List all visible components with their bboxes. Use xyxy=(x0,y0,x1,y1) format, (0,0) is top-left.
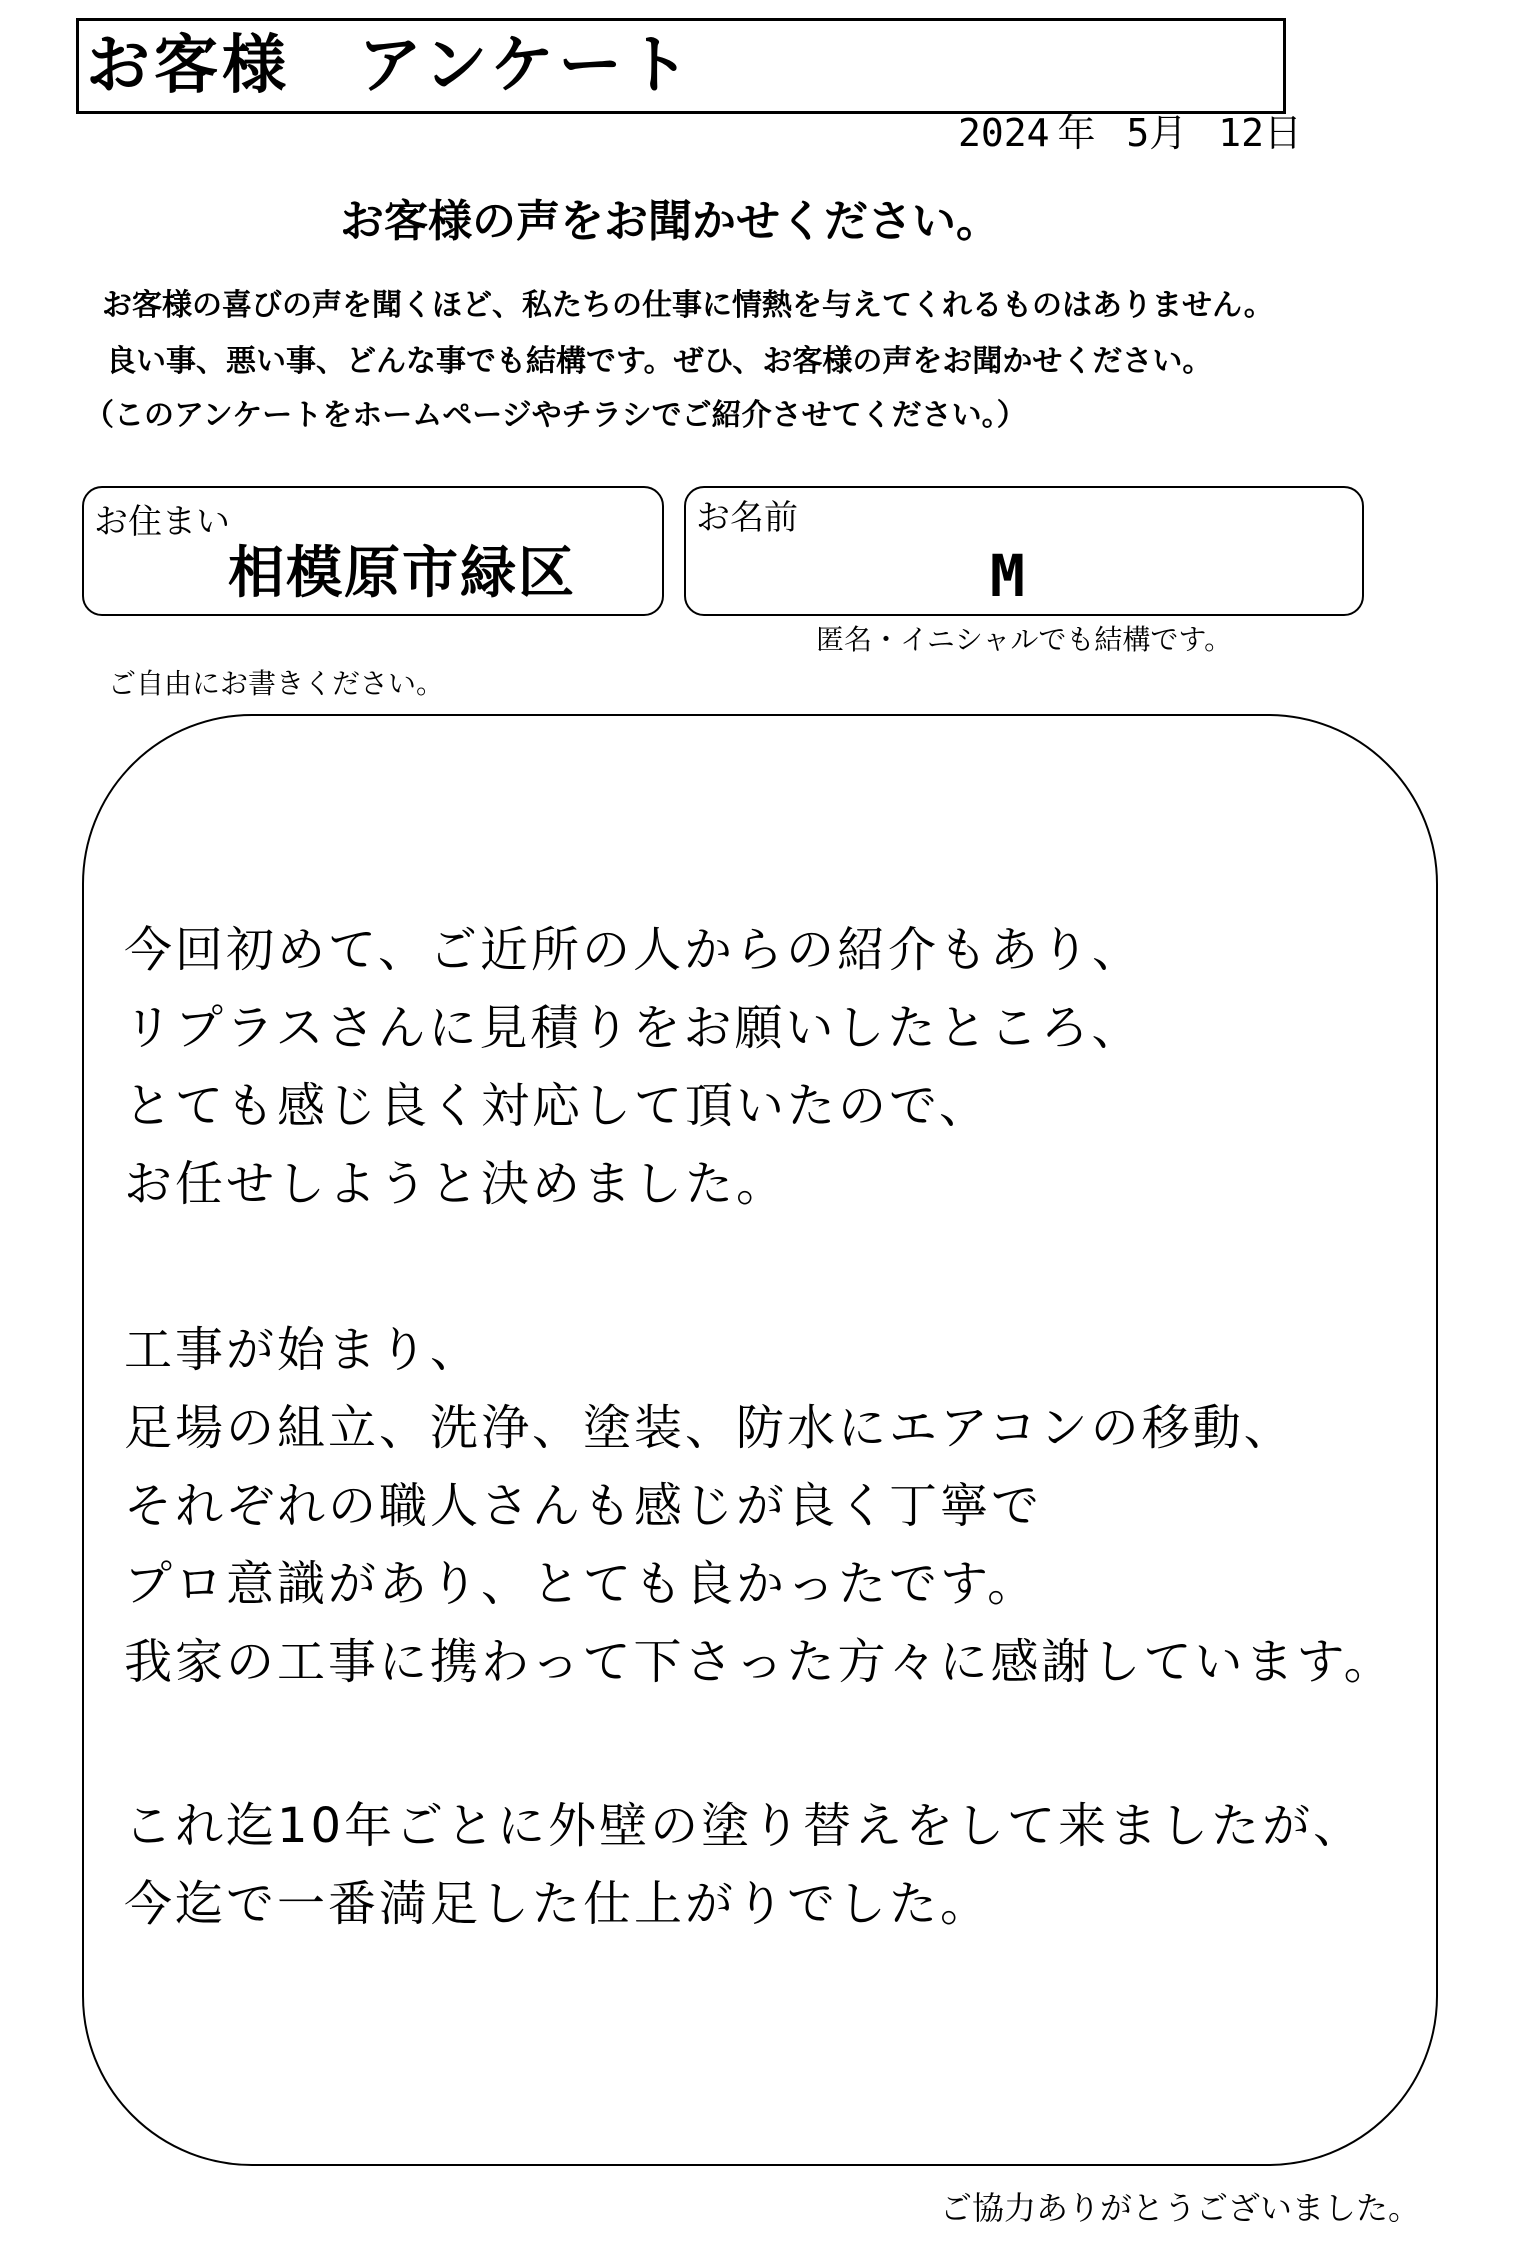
address-label: お住まい xyxy=(94,502,230,542)
comment-line: 我家の工事に携わって下さった方々に感謝しています。 xyxy=(124,1634,1395,1690)
comment-line: とても感じ良く対応して頂いたので、 xyxy=(124,1078,991,1134)
survey-heading: お客様の声をお聞かせください。 xyxy=(340,196,1000,247)
name-note: 匿名・イニシャルでも結構です。 xyxy=(816,623,1233,656)
comment-line: プロ意識があり、とても良かったです。 xyxy=(124,1556,1039,1612)
name-value: M xyxy=(990,542,1025,610)
page-title: お客様 アンケート xyxy=(86,29,695,103)
name-label: お名前 xyxy=(696,498,798,538)
comment-line: 今回初めて、ご近所の人からの紹介もあり、 xyxy=(124,922,1144,978)
comment-line: 工事が始まり、 xyxy=(124,1322,482,1378)
intro-line: お客様の喜びの声を聞くほど、私たちの仕事に情熱を与えてくれるものはありません。 xyxy=(102,288,1274,323)
thanks-message: ご協力ありがとうございました。 xyxy=(940,2189,1421,2227)
comment-line: お任せしようと決めました。 xyxy=(124,1156,788,1212)
date-year: 2024 xyxy=(958,111,1050,155)
date-day: 12日 xyxy=(1218,111,1302,155)
intro-line: 良い事、悪い事、どんな事でも結構です。ぜひ、お客様の声をお聞かせください。 xyxy=(106,344,1213,379)
date-year-unit: 年 xyxy=(1057,111,1096,155)
survey-date xyxy=(958,108,1302,158)
free-comment-label: ご自由にお書きください。 xyxy=(108,667,445,700)
date-month: 5月 xyxy=(1126,111,1188,155)
comment-line: 今迄で一番満足した仕上がりでした。 xyxy=(124,1876,992,1932)
intro-line: （このアンケートをホームページやチラシでご紹介させてください。） xyxy=(84,398,1027,433)
address-value: 相模原市緑区 xyxy=(228,541,576,606)
comment-line: リプラスさんに見積りをお願いしたところ、 xyxy=(124,1000,1143,1056)
comment-line: これ迄10年ごとに外壁の塗り替えをして来ましたが、 xyxy=(124,1798,1365,1854)
comment-line: 足場の組立、洗浄、塗装、防水にエアコンの移動、 xyxy=(124,1400,1295,1456)
comment-line: それぞれの職人さんも感じが良く丁寧で xyxy=(124,1478,1043,1534)
